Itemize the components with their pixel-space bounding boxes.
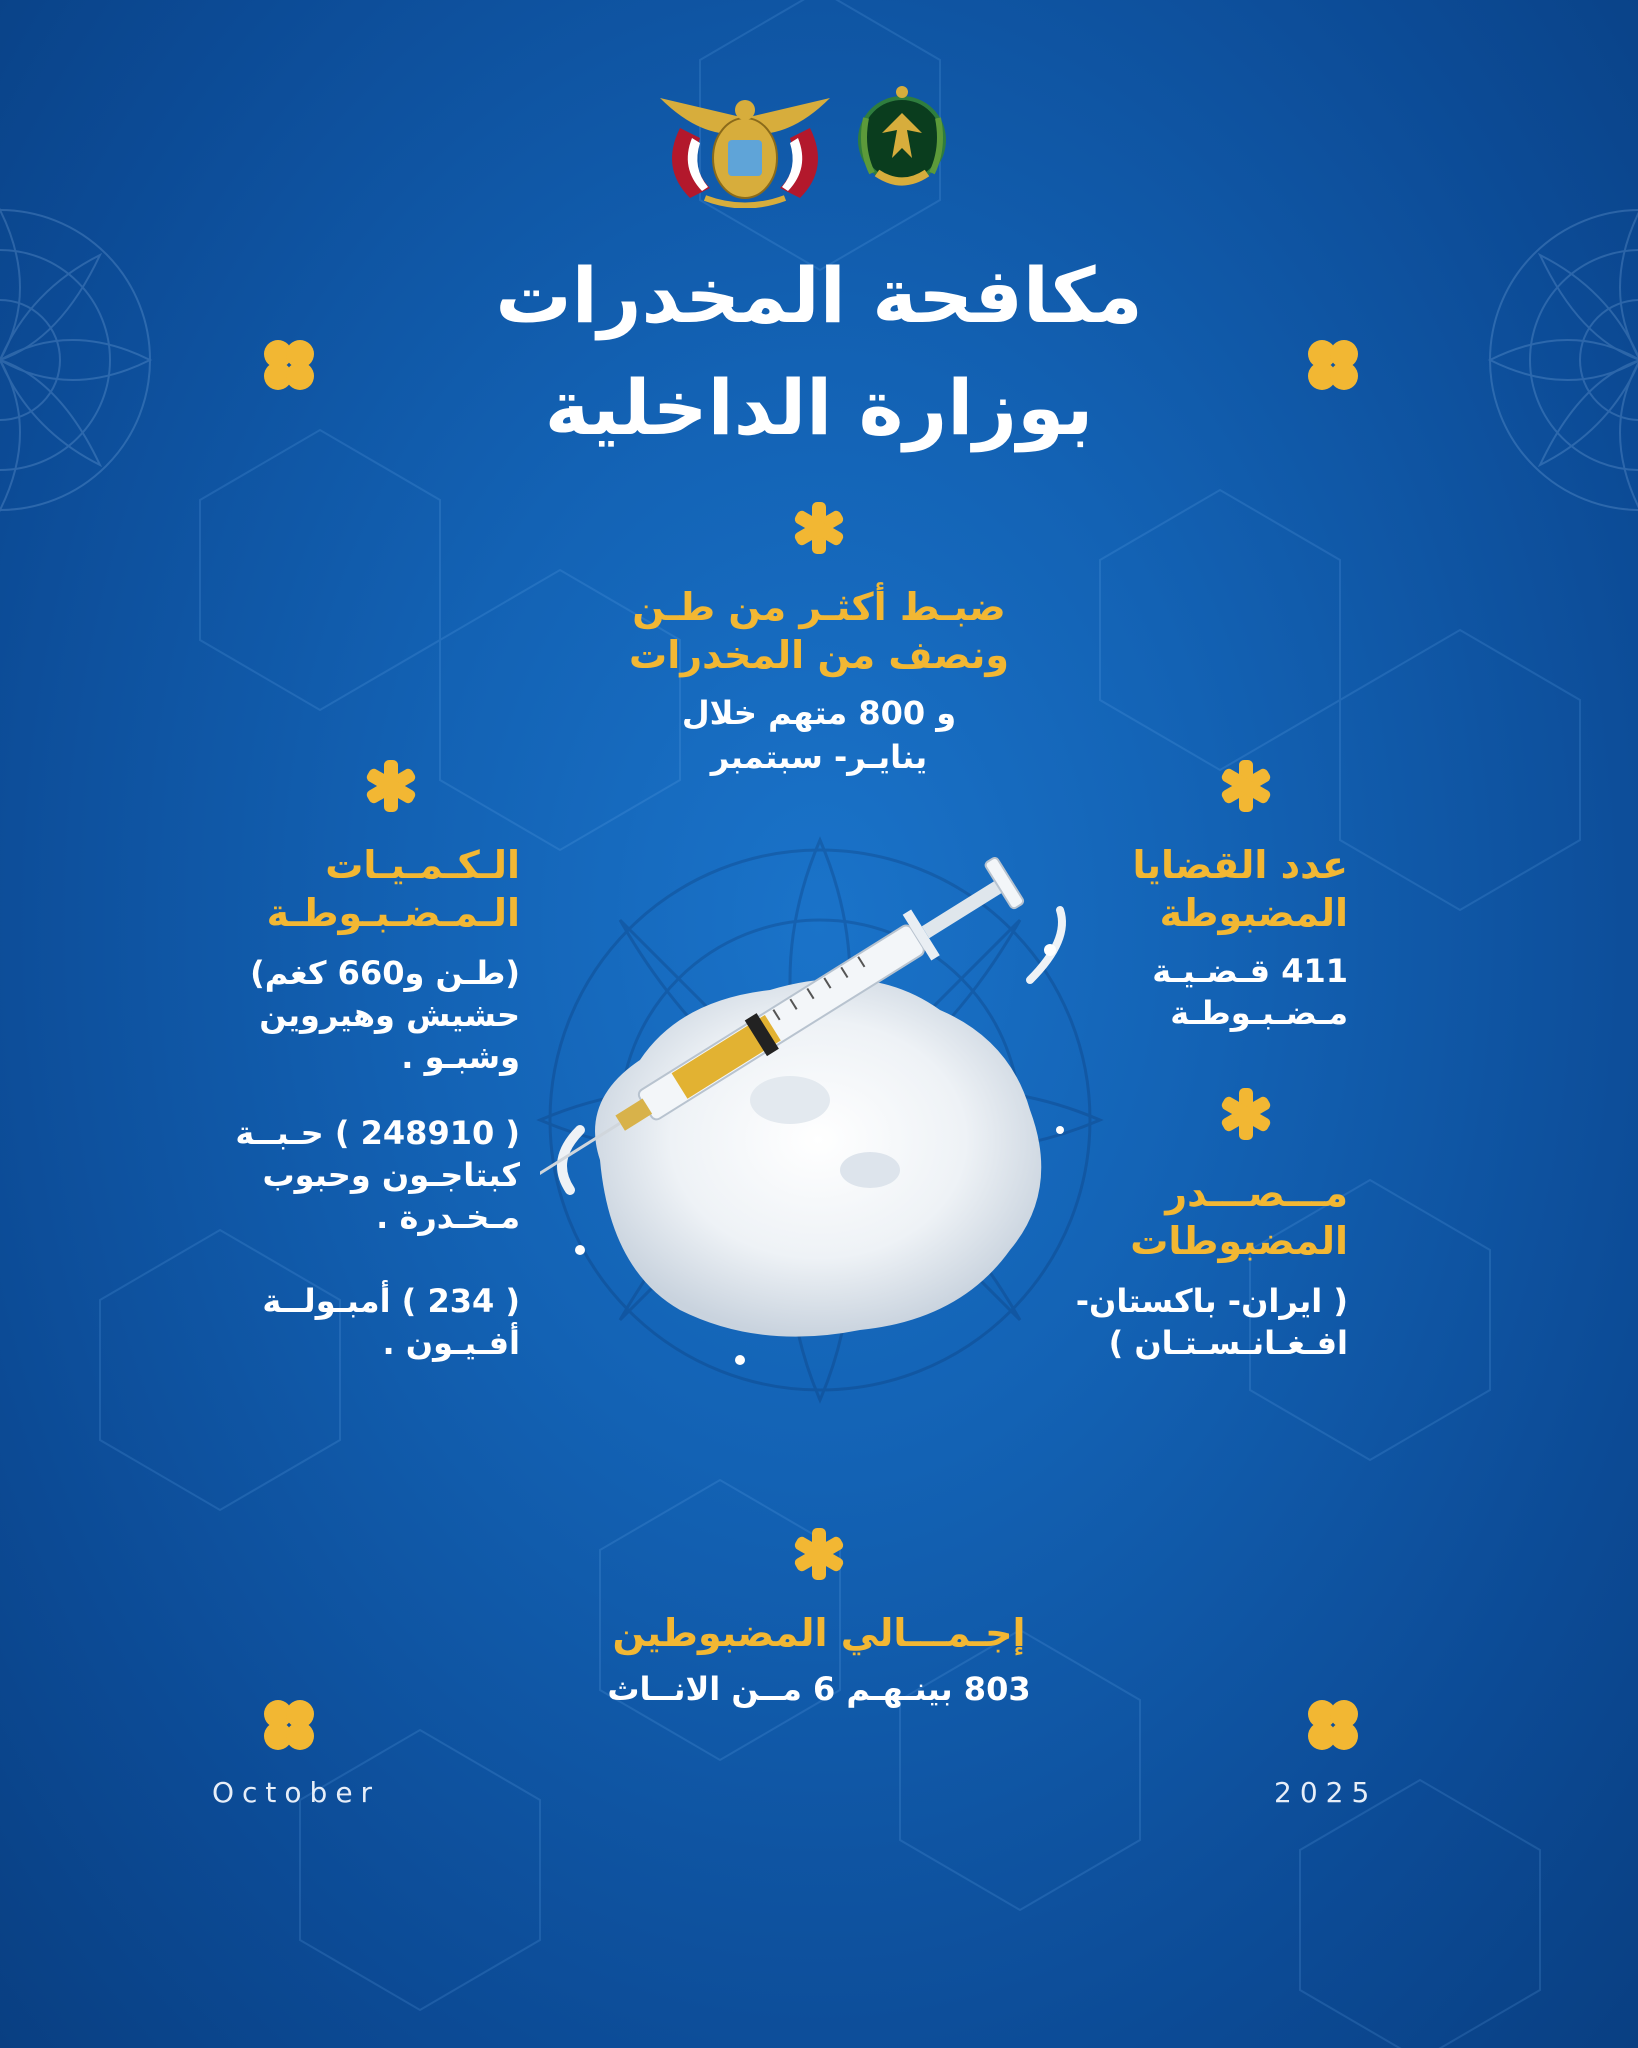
quantities-heading-line1: الـكـمـيـات [325,843,520,887]
yemen-republic-emblem [650,88,840,208]
cases-body-line1: 411 قـضـيـة [1152,952,1348,990]
asterisk-icon [791,500,847,556]
flower-ornament-icon [262,338,316,392]
cases-body-line2: مـضـبـوطـة [1170,994,1348,1032]
footer-month: October [212,1776,381,1809]
asterisk-icon [1218,1086,1274,1142]
quantities-heading-line2: الـمـضـبـوطـة [266,891,520,935]
quantities-item1-line2: حشيش وهيروين [259,996,520,1034]
source-body-line2: افـغـانـسـتـان ) [1108,1324,1348,1362]
top-block-body-line1: و 800 متهم خلال [681,694,957,732]
ministry-of-interior-emblem [852,78,952,208]
top-block-body-line2: ينايـر- سبتمبر [710,738,928,776]
asterisk-icon [791,1526,847,1582]
quantities-item2-line1: ( 248910 ) حـبــة [235,1114,520,1152]
page-title-line2: بوزارة الداخلية [544,363,1094,452]
quantities-item3-line2: أفـيـون . [382,1324,520,1362]
source-body-line1: ( ايران- باكستان- [1075,1282,1348,1320]
top-block-heading-line2: ونصف من المخدرات [629,633,1009,677]
flower-ornament-icon [1306,338,1360,392]
total-arrested-heading: إجـمـــالي المضبوطين [612,1611,1026,1655]
quantities-item2-line3: مـخـدرة . [376,1198,520,1236]
quantities-item3-line1: ( 234 ) أمبـولــة [262,1282,520,1320]
total-arrested-body: 803 بينـهـم 6 مــن الانــاث [607,1670,1031,1708]
page-title-line1: مكافحة المخدرات [495,251,1143,340]
cases-heading-line1: عدد القضايا [1132,843,1348,887]
quantities-item2-line2: كبتاجـون وحبوب [262,1156,520,1194]
top-block-heading-line1: ضبـط أكثـر من طـن [632,585,1006,629]
cases-heading-line2: المضبوطة [1159,891,1348,935]
source-heading-line1: مـــصـــدر [1165,1171,1348,1215]
quantities-item1-line3: وشبـو . [401,1038,520,1076]
footer-year: 2025 [1274,1776,1378,1809]
source-heading-line2: المضبوطات [1130,1219,1348,1263]
syringe-and-powder-image [540,830,1100,1430]
quantities-item1-line1: (طـن و660 كغم) [250,954,520,992]
